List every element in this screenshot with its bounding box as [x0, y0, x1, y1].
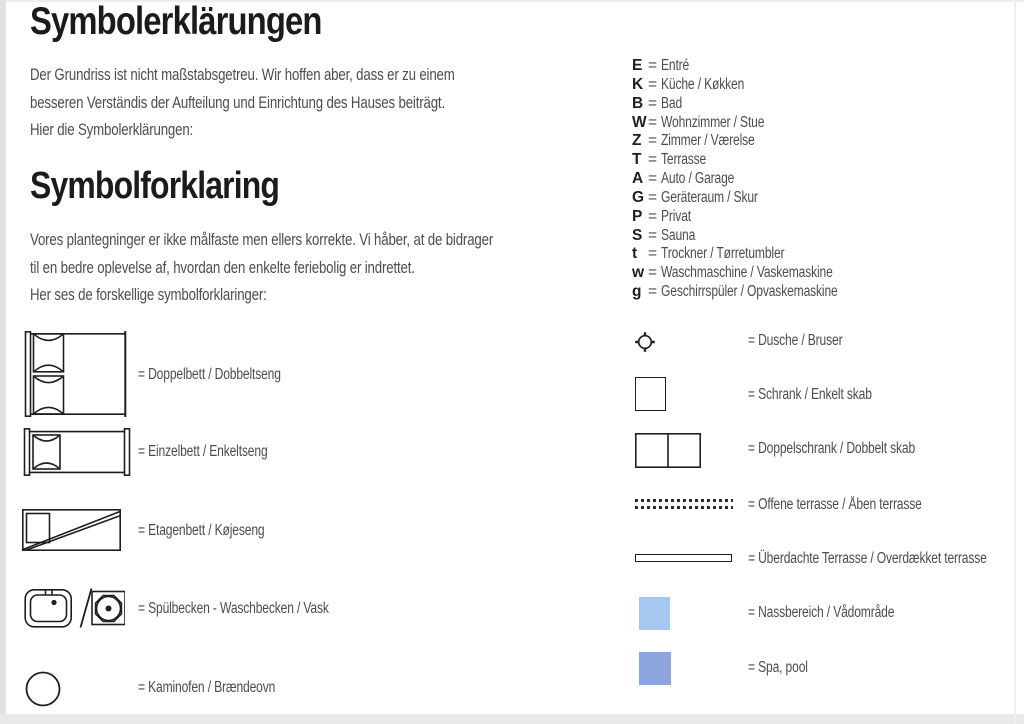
open-terrace-label: = Offene terrasse / Åben terrasse: [748, 496, 922, 513]
room-code-row: P = Privat: [632, 207, 691, 225]
german-intro-line: besseren Verständis der Aufteilung und Einrichtung des Hauses beiträgt.: [30, 92, 445, 112]
room-code-list: [632, 57, 887, 302]
page-edge-left: [0, 0, 6, 724]
bunk-bed-icon: [22, 509, 122, 551]
danish-intro-line: Vores plantegninger er ikke målfaste men ellers korrekte. Vi håber, at de bidrager: [30, 230, 494, 249]
spa-pool-label: = Spa, pool: [748, 659, 808, 676]
shower-label: = Dusche / Bruser: [748, 332, 843, 349]
danish-intro-line: til en bedre oplevelse af, hvordan den enkelte feriebolig er indrettet.: [30, 257, 415, 277]
room-code-row: A = Auto / Garage: [632, 170, 735, 188]
page-edge-bottom: [0, 714, 1024, 724]
wood-stove-label: = Kaminofen / Brændeovn: [138, 679, 276, 696]
sink-washbasin-icon: [24, 587, 125, 629]
danish-intro-line: Her ses de forskellige symbolforklaringer:: [30, 285, 267, 304]
room-code-row: t = Trockner / Tørretumbler: [632, 245, 785, 263]
shower-icon: [633, 330, 657, 354]
double-closet-icon: [635, 433, 701, 468]
double-closet-label: = Doppelschrank / Dobbelt skab: [748, 440, 916, 457]
room-code-row: g = Geschirrspüler / Opvaskemaskine: [632, 283, 838, 301]
single-closet-icon: [635, 377, 666, 411]
room-code-row: E = Entré: [632, 57, 690, 74]
room-code-row: S = Sauna: [632, 226, 696, 244]
room-code-row: G = Geräteraum / Skur: [632, 188, 758, 206]
room-code-row: K = Küche / Køkken: [632, 75, 745, 93]
german-title: [30, 0, 377, 44]
german-intro-line: Hier die Symbolerklärungen:: [30, 120, 194, 139]
room-code-row: W = Wohnzimmer / Stue: [632, 113, 765, 131]
german-intro: [30, 61, 574, 144]
wet-area-icon: [639, 597, 670, 630]
room-code-row: w = Waschmaschine / Vaskemaskine: [632, 264, 833, 282]
double-bed-label: = Doppelbett / Dobbeltseng: [138, 366, 281, 383]
single-bed-icon: [23, 428, 131, 476]
danish-intro: [30, 226, 624, 309]
danish-title-text: Symbolforklaring: [30, 165, 280, 207]
german-title-text: Symbolerklärungen: [30, 0, 322, 43]
double-bed-icon: [24, 331, 128, 417]
page-edge-right: [1014, 0, 1016, 724]
room-code-row: Z = Zimmer / Værelse: [632, 132, 755, 150]
open-terrace-icon: [635, 499, 733, 511]
single-closet-label: = Schrank / Enkelt skab: [748, 386, 872, 403]
room-code-row: B = Bad: [632, 94, 683, 112]
wet-area-label: = Nassbereich / Vådområde: [748, 604, 895, 621]
covered-terrace-label: = Überdachte Terrasse / Overdækket terrasse: [748, 550, 987, 567]
bunk-bed-label: = Etagenbett / Køjeseng: [138, 522, 265, 539]
german-intro-line: Der Grundriss ist nicht maßstabsgetreu. Wir hoffen aber, dass er zu einem: [30, 65, 455, 84]
danish-title: [30, 164, 327, 208]
spa-pool-icon: [639, 652, 671, 685]
covered-terrace-icon: [635, 554, 732, 562]
sink-washbasin-label: = Spülbecken - Waschbecken / Vask: [138, 600, 329, 617]
single-bed-label: = Einzelbett / Enkeltseng: [138, 443, 268, 460]
room-code-row: T = Terrasse: [632, 151, 707, 169]
wood-stove-icon: [24, 670, 62, 708]
